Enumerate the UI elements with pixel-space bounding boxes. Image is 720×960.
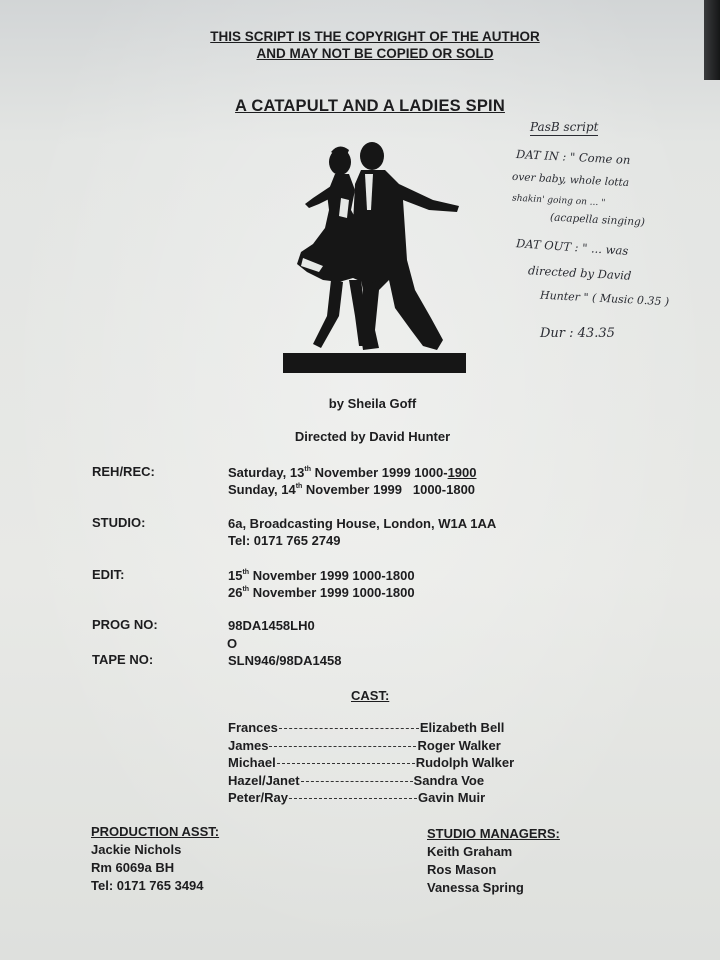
copyright-notice: [0, 28, 720, 62]
reh-rec-line-2: [228, 481, 476, 498]
studio-address: 6a, Broadcasting House, London, W1A 1AA: [228, 516, 497, 531]
handwritten-line: shakin' going on ... ": [511, 193, 606, 209]
production-asst-tel: Tel: 0171 765 3494: [91, 878, 204, 893]
reh-rec-date-2: November 1999 1000-1800: [302, 482, 476, 497]
copyright-line-2: AND MAY NOT BE COPIED OR SOLD: [256, 46, 494, 61]
handwritten-line: Dur : 43.35: [540, 326, 615, 341]
ordinal-suffix: th: [242, 586, 250, 593]
director-credit: Directed by David Hunter: [294, 429, 451, 444]
leader-dots: [277, 763, 415, 764]
production-asst-heading: PRODUCTION ASST:: [91, 824, 220, 839]
ordinal-suffix: th: [242, 569, 250, 576]
edit-value: [228, 567, 415, 601]
cast-role: Michael: [228, 755, 276, 770]
reh-rec-day-1: Saturday, 13: [228, 465, 305, 480]
reh-rec-day-2: Sunday, 14: [228, 482, 296, 497]
ordinal-suffix: th: [304, 466, 311, 473]
reh-rec-end-time-1: 1900: [447, 465, 477, 480]
handwritten-line: (acapella singing): [549, 211, 646, 229]
handwritten-line: Hunter " ( Music 0.35 ): [539, 288, 670, 309]
edit-line-2: [228, 584, 415, 601]
handwritten-line: directed by David: [527, 263, 632, 283]
cast-row: [228, 738, 501, 756]
cast-role: James: [228, 737, 269, 753]
edit-day-1: 15: [228, 568, 243, 583]
reh-rec-label: REH/REC:: [92, 464, 155, 479]
cast-row: [228, 755, 514, 773]
prog-no-value: 98DA1458LH0: [228, 618, 315, 633]
tape-no-correction: O: [227, 636, 238, 651]
tape-no-label: TAPE NO:: [92, 652, 154, 667]
edit-date-2: November 1999 1000-1800: [249, 585, 415, 600]
cast-role: Peter/Ray: [228, 790, 288, 805]
studio-manager-name: Ros Mason: [427, 862, 497, 877]
edit-day-2: 26: [228, 585, 243, 600]
studio-manager-name: Keith Graham: [427, 844, 513, 859]
leader-dots: [279, 728, 419, 729]
leader-dots: [301, 781, 413, 782]
production-asst-name: Jackie Nichols: [91, 842, 182, 857]
reh-rec-value: [228, 464, 476, 498]
cast-role: Frances: [228, 720, 278, 735]
studio-phone: Tel: 0171 765 2749: [228, 533, 341, 548]
author-credit: by Sheila Goff: [328, 396, 417, 411]
leader-dots: [269, 746, 416, 747]
cast-actor: Elizabeth Bell: [419, 720, 505, 735]
dancing-couple-illustration: [283, 140, 467, 376]
ordinal-suffix: th: [295, 483, 303, 490]
studio-managers-heading: STUDIO MANAGERS:: [427, 826, 560, 841]
edit-label: EDIT:: [92, 567, 125, 582]
cast-role: Hazel/Janet: [228, 772, 300, 788]
script-title: A CATAPULT AND A LADIES SPIN: [235, 97, 505, 115]
reh-rec-date-1: November 1999 1000-: [310, 465, 448, 480]
studio-manager-name: Vanessa Spring: [427, 880, 524, 895]
production-asst-block: [91, 823, 219, 895]
prog-no-label: PROG NO:: [92, 617, 158, 632]
cast-row: [228, 773, 484, 791]
edit-date-1: November 1999 1000-1800: [249, 568, 415, 583]
cast-actor: Rudolph Walker: [415, 755, 515, 770]
production-asst-room: Rm 6069a BH: [91, 860, 175, 875]
cast-actor: Sandra Voe: [413, 772, 485, 788]
studio-value: [228, 515, 496, 549]
cast-actor: Roger Walker: [417, 737, 501, 753]
handwritten-line: over baby, whole lotta: [511, 170, 630, 190]
handwritten-heading: PasB script: [530, 120, 599, 134]
cast-actor: Gavin Muir: [417, 790, 486, 805]
cast-heading: CAST:: [351, 688, 390, 703]
edit-line-1: [228, 567, 415, 584]
reh-rec-line-1: [228, 464, 476, 481]
handwritten-line: DAT IN : " Come on: [515, 147, 631, 167]
leader-dots: [289, 798, 417, 799]
tape-no-value: SLN946/98DA1458: [228, 653, 342, 668]
cast-row: [228, 790, 485, 808]
handwritten-line: DAT OUT : " ... was: [515, 236, 629, 258]
cast-row: [228, 720, 504, 738]
studio-managers-block: [427, 825, 560, 897]
studio-label: STUDIO:: [92, 515, 146, 530]
copyright-line-1: THIS SCRIPT IS THE COPYRIGHT OF THE AUTHOR: [210, 29, 540, 44]
